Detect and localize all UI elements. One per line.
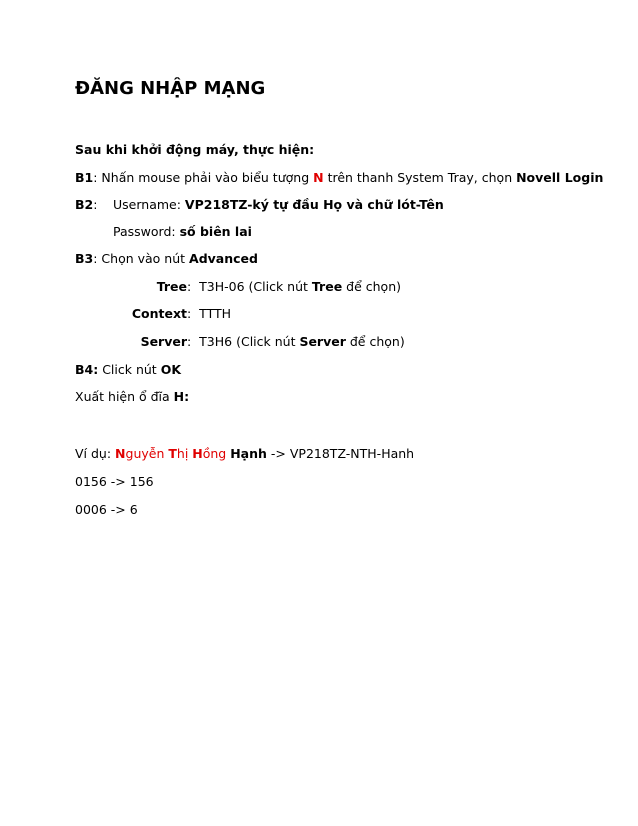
- password-label: Password:: [113, 224, 180, 239]
- conversion-line-1: 0156 -> 156: [75, 474, 154, 489]
- tree-value-before: T3H-06 (Click nút: [199, 279, 312, 294]
- example-prefix: Ví dụ:: [75, 446, 116, 461]
- conversion-line-2: 0006 -> 6: [75, 502, 138, 517]
- intro-text: Sau khi khởi động máy, thực hiện:: [75, 142, 315, 157]
- novell-n-icon: N: [313, 170, 324, 185]
- tree-row: Tree: T3H-06 (Click nút Tree để chọn): [75, 279, 401, 295]
- step-b1-text-before: Nhấn mouse phải vào biểu tượng: [101, 170, 314, 185]
- username-value: VP218TZ-ký tự đầu Họ và chữ lót-Tên: [184, 197, 444, 212]
- page-title: ĐĂNG NHẬP MẠNG: [75, 78, 266, 99]
- tree-value-bold: Tree: [311, 279, 343, 294]
- step-b3-label: B3: [75, 251, 94, 266]
- drive-line: [75, 389, 189, 405]
- step-b4-label: B4:: [75, 362, 99, 377]
- step-b4: [75, 362, 181, 378]
- example-line: [75, 446, 414, 462]
- example-name-last: Hạnh: [230, 446, 267, 461]
- step-b2-label: B2: [75, 197, 94, 212]
- step-b1-sep: :: [93, 170, 102, 185]
- context-value: TTTH: [199, 306, 232, 321]
- example-result: VP218TZ-NTH-Hanh: [289, 446, 415, 461]
- username-label: Username:: [113, 197, 185, 212]
- drive-text: Xuất hiện ổ đĩa: [75, 389, 174, 404]
- server-row: Server: T3H6 (Click nút Server để chọn): [75, 334, 405, 350]
- server-value-before: T3H6 (Click nút: [199, 334, 300, 349]
- step-b2-sep: :: [93, 197, 98, 212]
- example-initial-n: N: [115, 446, 126, 461]
- password-line: [113, 224, 252, 240]
- tree-value-after: để chọn): [342, 279, 402, 294]
- server-label: Server: [140, 334, 187, 349]
- tree-label: Tree: [156, 279, 187, 294]
- step-b1-text-after: trên thanh System Tray, chọn: [323, 170, 517, 185]
- context-row: Context: TTTH: [75, 306, 231, 322]
- step-b1: [75, 170, 603, 186]
- drive-letter: H:: [173, 389, 190, 404]
- example-name-part-3: ồng: [202, 446, 231, 461]
- novell-login-label: Novell Login: [516, 170, 604, 185]
- example-initial-h: H: [192, 446, 203, 461]
- context-label: Context: [131, 306, 187, 321]
- server-value-after: để chọn): [345, 334, 405, 349]
- advanced-button-label: Advanced: [189, 251, 258, 266]
- example-initial-t: T: [168, 446, 177, 461]
- server-value-bold: Server: [299, 334, 346, 349]
- step-b1-label: B1: [75, 170, 94, 185]
- step-b4-text: Click nút: [98, 362, 161, 377]
- password-value: số biên lai: [179, 224, 252, 239]
- example-name-part-1: guyễn: [125, 446, 169, 461]
- example-name-part-2: hị: [176, 446, 193, 461]
- step-b2: [75, 197, 444, 213]
- ok-button-label: OK: [160, 362, 181, 377]
- step-b3-text: : Chọn vào nút: [93, 251, 190, 266]
- step-b3: [75, 251, 258, 267]
- example-arrow: ->: [266, 446, 290, 461]
